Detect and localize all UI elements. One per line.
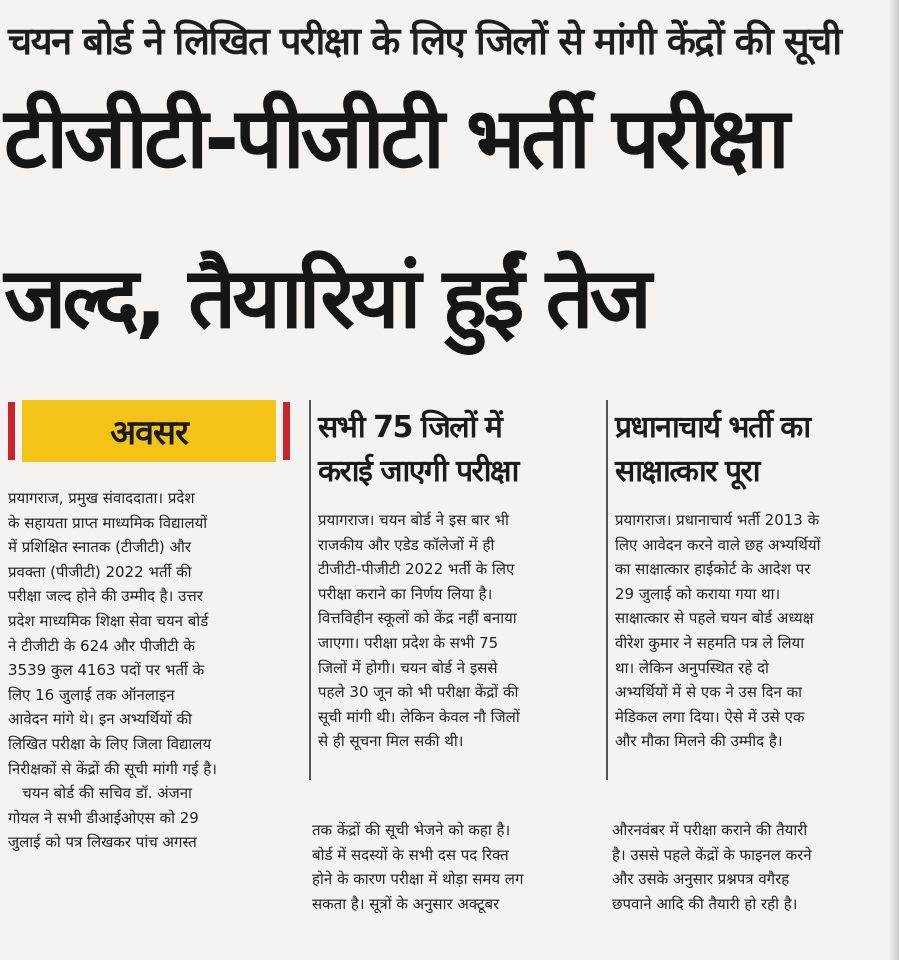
column-3-heading-line-1: प्रधानाचार्य भर्ती का bbox=[615, 410, 810, 445]
badge-left-bar bbox=[8, 402, 15, 460]
column-2-heading-line-2: कराई जाएगी परीक्षा bbox=[318, 454, 518, 489]
kicker-headline: चयन बोर्ड ने लिखित परीक्षा के लिए जिलों से मांगी केंद्रों की सूची bbox=[8, 19, 841, 63]
page-edge-shadow bbox=[889, 0, 899, 960]
column-3-heading-line-2: साक्षात्कार पूरा bbox=[615, 454, 760, 489]
badge-box bbox=[22, 400, 276, 462]
main-headline-line-2: जल्द, तैयारियां हुईं तेज bbox=[4, 249, 648, 347]
column-2-heading-line-1: सभी 75 जिलों में bbox=[318, 410, 502, 445]
article-column-3-sidebar: प्रयागराज। प्रधानाचार्य भर्ती 2013 के लिए आवेदन करने वाले छह अभ्यर्थियों का साक्षात्कार हाईकोर्ट के आदेश पर 29 जुलाई को कराया गया था। साक्षात्कार से पहले चयन बोर्ड अध्यक्ष वीरेश कुमार ने सहमति पत्र ले लिया था। लेकिन अनुपस्थित रहे दो अभ्यर्थियों में से एक ने उस दिन का मेडिकल लगा दिया। ऐसे में उसे एक और मौका मिलने की उम्मीद है। bbox=[615, 511, 821, 751]
article-column-3-continued: औरनवंबर में परीक्षा कराने की तैयारी है। उससे पहले केंद्रों के फाइनल करने और उसके अनुसार प्रश्नपत्र वगैरह छपवाने आदि की तैयारी हो रही है। bbox=[612, 821, 812, 913]
article-column-1: प्रयागराज, प्रमुख संवाददाता। प्रदेश के सहायता प्राप्त माध्यमिक विद्यालयों में प्रशिक्षित स्नातक (टीजीटी) और प्रवक्ता (पीजीटी) 2022 भर्ती की परीक्षा जल्द होने की उम्मीद है। उत्तर प्रदेश माध्यमिक शिक्षा सेवा चयन बोर्ड ने टीजीटी के 624 और पीजीटी के 3539 कुल 4163 पदों पर भर्ती के लिए 16 जुलाई तक ऑनलाइन आवेदन मांगे थे। इन अभ्यर्थियों की लिखित परीक्षा के लिए जिला विद्यालय निरीक्षकों से केंद्रों की सूची मांगी गई है। चयन बोर्ड की सचिव डॉ. अंजना गोयल ने सभी डीआईओएस को 29 जुलाई को पत्र लिखकर पांच अगस्त bbox=[8, 489, 217, 852]
article-column-2-continued: तक केंद्रों की सूची भेजने को कहा है। बोर्ड में सदस्यों के सभी दस पद रिक्त होने के कारण परीक्षा में थोड़ा समय लग सकता है। सूत्रों के अनुसार अक्टूबर bbox=[312, 821, 524, 913]
column-divider-1 bbox=[309, 400, 311, 780]
column-divider-2 bbox=[606, 400, 608, 780]
badge-label: अवसर bbox=[110, 413, 188, 453]
badge-right-bar bbox=[283, 402, 290, 460]
main-headline-line-1: टीजीटी-पीजीटी भर्ती परीक्षा bbox=[4, 89, 786, 187]
article-column-2-sidebar: प्रयागराज। चयन बोर्ड ने इस बार भी राजकीय और एडेड कॉलेजों में ही टीजीटी-पीजीटी 2022 भर्ती के लिए परीक्षा कराने का निर्णय लिया है। वित्तविहीन स्कूलों को केंद्र नहीं बनाया जाएगा। परीक्षा प्रदेश के सभी 75 जिलों में होगी। चयन बोर्ड ने इससे पहले 30 जून को भी परीक्षा केंद्रों की सूची मांगी थी। लेकिन केवल नौ जिलों से ही सूचना मिल सकी थी। bbox=[318, 511, 520, 751]
section-badge bbox=[8, 400, 290, 462]
